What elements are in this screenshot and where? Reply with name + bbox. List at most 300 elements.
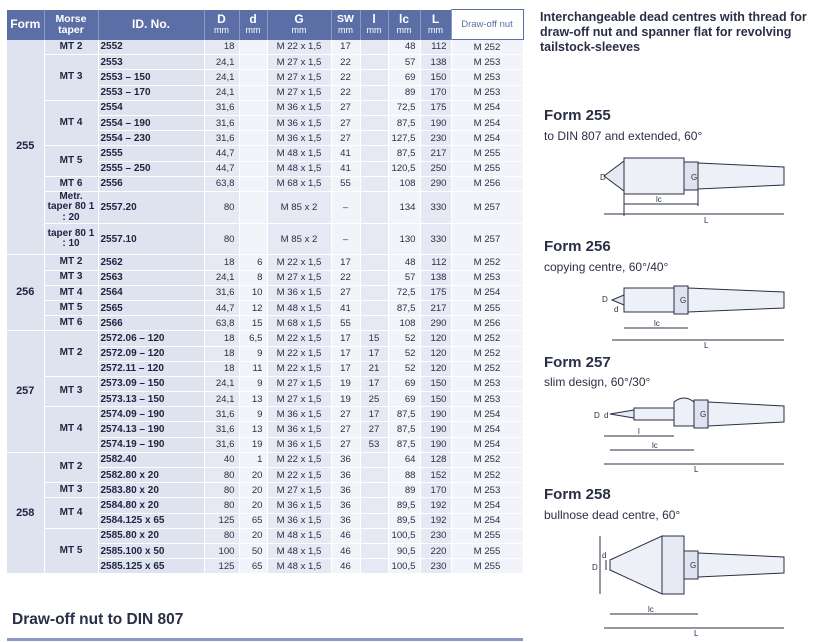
lc-cell: 87,5 — [388, 407, 420, 422]
d-cell: 50 — [239, 543, 267, 558]
D-cell: 24,1 — [204, 376, 239, 391]
l-cell — [360, 85, 388, 100]
form-cell: 256 — [7, 255, 44, 331]
nut-cell: M 253 — [451, 270, 523, 285]
d-cell: 20 — [239, 498, 267, 513]
morse-taper-cell: MT 2 — [44, 40, 98, 55]
morse-taper-cell: MT 4 — [44, 100, 98, 146]
L-cell: 230 — [420, 559, 451, 574]
G-cell: M 22 x 1,5 — [267, 331, 331, 346]
D-cell: 18 — [204, 331, 239, 346]
lc-cell: 87,5 — [388, 422, 420, 437]
G-cell: M 36 x 1,5 — [267, 115, 331, 130]
page-heading: Interchangeable dead centres with thread for draw-off nut and spanner flat for revolving tailstock-sleeves — [540, 10, 807, 54]
nut-cell: M 256 — [451, 176, 523, 191]
morse-taper-cell: MT 6 — [44, 316, 98, 331]
l-cell — [360, 40, 388, 55]
id-no-cell: 2584.80 x 20 — [98, 498, 204, 513]
nut-cell: M 255 — [451, 300, 523, 315]
morse-taper-cell: MT 3 — [44, 55, 98, 101]
D-cell: 80 — [204, 224, 239, 255]
nut-cell: M 254 — [451, 437, 523, 452]
l-cell — [360, 513, 388, 528]
d-cell — [239, 146, 267, 161]
form-cell: 257 — [7, 331, 44, 453]
form-256-dim-lc: lc — [654, 319, 660, 328]
G-cell: M 22 x 1,5 — [267, 361, 331, 376]
morse-taper-cell: MT 4 — [44, 407, 98, 453]
id-no-cell: 2573.09 – 150 — [98, 376, 204, 391]
morse-taper-cell: MT 3 — [44, 483, 98, 498]
lc-cell: 87,5 — [388, 300, 420, 315]
nut-cell: M 255 — [451, 146, 523, 161]
SW-cell: 36 — [331, 468, 360, 483]
L-cell: 112 — [420, 255, 451, 270]
d-cell: 20 — [239, 468, 267, 483]
l-cell: 53 — [360, 437, 388, 452]
SW-cell: 46 — [331, 528, 360, 543]
SW-cell: 17 — [331, 346, 360, 361]
lc-cell: 100,5 — [388, 559, 420, 574]
table-row — [7, 191, 523, 224]
nut-cell: M 254 — [451, 498, 523, 513]
SW-cell: 36 — [331, 452, 360, 467]
G-cell: M 36 x 1,5 — [267, 407, 331, 422]
lc-cell: 89 — [388, 483, 420, 498]
table-row — [7, 100, 523, 115]
morse-taper-cell: MT 5 — [44, 528, 98, 574]
l-cell — [360, 224, 388, 255]
l-cell — [360, 543, 388, 558]
dead-centres-table — [7, 9, 524, 574]
form-255-dim-D: D — [600, 173, 606, 182]
table-row — [7, 255, 523, 270]
lc-cell: 69 — [388, 392, 420, 407]
table-row — [7, 452, 523, 467]
SW-cell: 22 — [331, 70, 360, 85]
L-cell: 138 — [420, 270, 451, 285]
SW-cell: 36 — [331, 483, 360, 498]
D-cell: 24,1 — [204, 85, 239, 100]
d-cell: 20 — [239, 483, 267, 498]
SW-cell: 17 — [331, 331, 360, 346]
l-cell: 27 — [360, 422, 388, 437]
table-row — [7, 316, 523, 331]
header-L: L mm — [420, 10, 451, 40]
SW-cell: 41 — [331, 300, 360, 315]
l-cell — [360, 483, 388, 498]
form-256-title: Form 256 — [544, 238, 611, 255]
l-cell — [360, 316, 388, 331]
lc-cell: 87,5 — [388, 437, 420, 452]
SW-cell: 22 — [331, 270, 360, 285]
form-cell: 258 — [7, 452, 44, 574]
L-cell: 330 — [420, 191, 451, 224]
nut-cell: M 255 — [451, 543, 523, 558]
table-row — [7, 40, 523, 55]
l-cell — [360, 161, 388, 176]
G-cell: M 36 x 1,5 — [267, 100, 331, 115]
id-no-cell: 2583.80 x 20 — [98, 483, 204, 498]
SW-cell: 19 — [331, 376, 360, 391]
L-cell: 330 — [420, 224, 451, 255]
d-cell: 9 — [239, 346, 267, 361]
d-cell: 1 — [239, 452, 267, 467]
l-cell — [360, 270, 388, 285]
form-cell: 255 — [7, 40, 44, 255]
form-258-dim-D: D — [592, 563, 598, 572]
form-255-dim-G: G — [691, 173, 698, 182]
D-cell: 24,1 — [204, 55, 239, 70]
L-cell: 150 — [420, 376, 451, 391]
footer-rule — [7, 638, 523, 641]
header-id-no: ID. No. — [98, 10, 204, 40]
lc-cell: 64 — [388, 452, 420, 467]
G-cell: M 22 x 1,5 — [267, 255, 331, 270]
table-row — [7, 483, 523, 498]
D-cell: 63,8 — [204, 176, 239, 191]
lc-cell: 89,5 — [388, 513, 420, 528]
SW-cell: 17 — [331, 255, 360, 270]
d-cell: 11 — [239, 361, 267, 376]
nut-cell: M 255 — [451, 161, 523, 176]
nut-cell: M 254 — [451, 115, 523, 130]
table-row — [7, 528, 523, 543]
D-cell: 44,7 — [204, 300, 239, 315]
l-cell: 17 — [360, 407, 388, 422]
D-cell: 80 — [204, 468, 239, 483]
nut-cell: M 256 — [451, 316, 523, 331]
morse-taper-cell: MT 2 — [44, 331, 98, 377]
header-d: d mm — [239, 10, 267, 40]
nut-cell: M 252 — [451, 40, 523, 55]
morse-taper-cell: MT 5 — [44, 300, 98, 315]
header-G: G mm — [267, 10, 331, 40]
morse-taper-cell: MT 4 — [44, 498, 98, 528]
D-cell: 44,7 — [204, 161, 239, 176]
id-no-cell: 2566 — [98, 316, 204, 331]
lc-cell: 87,5 — [388, 146, 420, 161]
d-cell — [239, 224, 267, 255]
form-258-dim-G: G — [690, 561, 697, 570]
l-cell — [360, 255, 388, 270]
table-row — [7, 55, 523, 70]
id-no-cell: 2554 — [98, 100, 204, 115]
d-cell — [239, 191, 267, 224]
SW-cell: 27 — [331, 100, 360, 115]
d-cell: 10 — [239, 285, 267, 300]
lc-cell: 127,5 — [388, 131, 420, 146]
D-cell: 24,1 — [204, 70, 239, 85]
L-cell: 152 — [420, 468, 451, 483]
l-cell — [360, 70, 388, 85]
form-257-dim-l: l — [638, 427, 640, 436]
L-cell: 290 — [420, 316, 451, 331]
id-no-cell: 2553 – 150 — [98, 70, 204, 85]
d-cell: 6,5 — [239, 331, 267, 346]
G-cell: M 48 x 1,5 — [267, 543, 331, 558]
l-cell — [360, 468, 388, 483]
L-cell: 217 — [420, 300, 451, 315]
D-cell: 80 — [204, 483, 239, 498]
morse-taper-cell: MT 6 — [44, 176, 98, 191]
d-cell: 65 — [239, 513, 267, 528]
lc-cell: 57 — [388, 270, 420, 285]
d-cell: 13 — [239, 392, 267, 407]
lc-cell: 69 — [388, 70, 420, 85]
form-257-dim-L: L — [694, 465, 699, 472]
form-255-drawing — [544, 146, 804, 226]
D-cell: 24,1 — [204, 270, 239, 285]
SW-cell: 27 — [331, 131, 360, 146]
L-cell: 175 — [420, 285, 451, 300]
nut-cell: M 254 — [451, 422, 523, 437]
nut-cell: M 255 — [451, 528, 523, 543]
G-cell: M 85 x 2 — [267, 191, 331, 224]
SW-cell: 27 — [331, 437, 360, 452]
lc-cell: 100,5 — [388, 528, 420, 543]
D-cell: 31,6 — [204, 407, 239, 422]
l-cell — [360, 55, 388, 70]
G-cell: M 68 x 1,5 — [267, 316, 331, 331]
G-cell: M 22 x 1,5 — [267, 40, 331, 55]
table-row — [7, 331, 523, 346]
lc-cell: 108 — [388, 176, 420, 191]
G-cell: M 36 x 1,5 — [267, 131, 331, 146]
SW-cell: 17 — [331, 361, 360, 376]
nut-cell: M 252 — [451, 346, 523, 361]
form-255-dim-L: L — [704, 216, 709, 225]
morse-taper-cell: taper 80 1 : 10 — [44, 224, 98, 255]
l-cell: 15 — [360, 331, 388, 346]
L-cell: 128 — [420, 452, 451, 467]
lc-cell: 52 — [388, 361, 420, 376]
G-cell: M 22 x 1,5 — [267, 346, 331, 361]
id-no-cell: 2564 — [98, 285, 204, 300]
nut-cell: M 252 — [451, 361, 523, 376]
D-cell: 31,6 — [204, 422, 239, 437]
id-no-cell: 2582.80 x 20 — [98, 468, 204, 483]
l-cell — [360, 191, 388, 224]
D-cell: 31,6 — [204, 100, 239, 115]
table-row — [7, 407, 523, 422]
nut-cell: M 253 — [451, 85, 523, 100]
G-cell: M 22 x 1,5 — [267, 452, 331, 467]
form-257-title: Form 257 — [544, 354, 611, 371]
l-cell — [360, 285, 388, 300]
D-cell: 63,8 — [204, 316, 239, 331]
lc-cell: 57 — [388, 55, 420, 70]
d-cell — [239, 176, 267, 191]
lc-cell: 130 — [388, 224, 420, 255]
L-cell: 170 — [420, 85, 451, 100]
nut-cell: M 252 — [451, 468, 523, 483]
l-cell: 17 — [360, 376, 388, 391]
d-cell — [239, 55, 267, 70]
D-cell: 80 — [204, 498, 239, 513]
L-cell: 150 — [420, 392, 451, 407]
SW-cell: 41 — [331, 146, 360, 161]
form-257-dim-d: d — [604, 411, 609, 420]
d-cell — [239, 70, 267, 85]
L-cell: 190 — [420, 115, 451, 130]
d-cell: 13 — [239, 422, 267, 437]
lc-cell: 87,5 — [388, 115, 420, 130]
D-cell: 40 — [204, 452, 239, 467]
id-no-cell: 2557.10 — [98, 224, 204, 255]
lc-cell: 52 — [388, 331, 420, 346]
D-cell: 18 — [204, 255, 239, 270]
id-no-cell: 2552 — [98, 40, 204, 55]
d-cell: 8 — [239, 270, 267, 285]
table-row — [7, 285, 523, 300]
form-256-dim-L: L — [704, 341, 709, 350]
table-row — [7, 176, 523, 191]
d-cell: 6 — [239, 255, 267, 270]
id-no-cell: 2585.100 x 50 — [98, 543, 204, 558]
d-cell: 65 — [239, 559, 267, 574]
morse-taper-cell: MT 5 — [44, 146, 98, 176]
l-cell: 21 — [360, 361, 388, 376]
D-cell: 18 — [204, 346, 239, 361]
d-cell — [239, 115, 267, 130]
form-258-dim-d: d — [602, 551, 607, 560]
L-cell: 190 — [420, 422, 451, 437]
id-no-cell: 2555 – 250 — [98, 161, 204, 176]
l-cell — [360, 146, 388, 161]
lc-cell: 52 — [388, 346, 420, 361]
table-row — [7, 224, 523, 255]
G-cell: M 27 x 1,5 — [267, 70, 331, 85]
l-cell — [360, 300, 388, 315]
lc-cell: 88 — [388, 468, 420, 483]
d-cell — [239, 85, 267, 100]
G-cell: M 36 x 1,5 — [267, 285, 331, 300]
form-256-dim-D: D — [602, 295, 608, 304]
SW-cell: 27 — [331, 115, 360, 130]
l-cell — [360, 528, 388, 543]
l-cell — [360, 131, 388, 146]
lc-cell: 120,5 — [388, 161, 420, 176]
G-cell: M 48 x 1,5 — [267, 528, 331, 543]
l-cell — [360, 176, 388, 191]
l-cell: 17 — [360, 346, 388, 361]
SW-cell: 46 — [331, 543, 360, 558]
id-no-cell: 2574.09 – 190 — [98, 407, 204, 422]
G-cell: M 48 x 1,5 — [267, 559, 331, 574]
nut-cell: M 252 — [451, 255, 523, 270]
form-255-dim-lc: lc — [656, 195, 662, 204]
header-draw-off-nut: Draw-off nut — [451, 10, 523, 40]
header-D: D mm — [204, 10, 239, 40]
G-cell: M 36 x 1,5 — [267, 422, 331, 437]
morse-taper-cell: MT 2 — [44, 255, 98, 270]
header-lc: lc mm — [388, 10, 420, 40]
lc-cell: 48 — [388, 40, 420, 55]
L-cell: 120 — [420, 346, 451, 361]
G-cell: M 85 x 2 — [267, 224, 331, 255]
L-cell: 190 — [420, 437, 451, 452]
G-cell: M 48 x 1,5 — [267, 161, 331, 176]
SW-cell: 46 — [331, 559, 360, 574]
id-no-cell: 2556 — [98, 176, 204, 191]
l-cell — [360, 498, 388, 513]
id-no-cell: 2554 – 190 — [98, 115, 204, 130]
nut-cell: M 253 — [451, 483, 523, 498]
id-no-cell: 2584.125 x 65 — [98, 513, 204, 528]
id-no-cell: 2554 – 230 — [98, 131, 204, 146]
morse-taper-cell: MT 3 — [44, 376, 98, 406]
id-no-cell: 2553 — [98, 55, 204, 70]
nut-cell: M 253 — [451, 55, 523, 70]
D-cell: 44,7 — [204, 146, 239, 161]
id-no-cell: 2573.13 – 150 — [98, 392, 204, 407]
D-cell: 80 — [204, 191, 239, 224]
G-cell: M 27 x 1,5 — [267, 392, 331, 407]
morse-taper-cell: MT 4 — [44, 285, 98, 300]
L-cell: 170 — [420, 483, 451, 498]
header-form: Form — [7, 10, 44, 40]
lc-cell: 89 — [388, 85, 420, 100]
L-cell: 120 — [420, 361, 451, 376]
header-morse-taper: Morse taper — [44, 10, 98, 40]
morse-taper-cell: Metr. taper 80 1 : 20 — [44, 191, 98, 224]
SW-cell: – — [331, 224, 360, 255]
id-no-cell: 2563 — [98, 270, 204, 285]
G-cell: M 27 x 1,5 — [267, 55, 331, 70]
L-cell: 220 — [420, 543, 451, 558]
form-258-drawing — [544, 524, 804, 638]
G-cell: M 27 x 1,5 — [267, 270, 331, 285]
L-cell: 290 — [420, 176, 451, 191]
id-no-cell: 2582.40 — [98, 452, 204, 467]
d-cell: 12 — [239, 300, 267, 315]
l-cell: 25 — [360, 392, 388, 407]
L-cell: 217 — [420, 146, 451, 161]
G-cell: M 27 x 1,5 — [267, 376, 331, 391]
D-cell: 80 — [204, 528, 239, 543]
id-no-cell: 2585.80 x 20 — [98, 528, 204, 543]
SW-cell: 22 — [331, 85, 360, 100]
lc-cell: 48 — [388, 255, 420, 270]
D-cell: 31,6 — [204, 285, 239, 300]
morse-taper-cell: MT 2 — [44, 452, 98, 482]
table-header-row — [7, 10, 523, 40]
nut-cell: M 253 — [451, 70, 523, 85]
D-cell: 31,6 — [204, 131, 239, 146]
nut-cell: M 253 — [451, 376, 523, 391]
SW-cell: 36 — [331, 498, 360, 513]
d-cell: 19 — [239, 437, 267, 452]
G-cell: M 27 x 1,5 — [267, 85, 331, 100]
nut-cell: M 254 — [451, 513, 523, 528]
form-257-subtitle: slim design, 60°/30° — [544, 375, 651, 389]
form-258-title: Form 258 — [544, 486, 611, 503]
nut-cell: M 255 — [451, 559, 523, 574]
SW-cell: – — [331, 191, 360, 224]
SW-cell: 19 — [331, 392, 360, 407]
SW-cell: 17 — [331, 40, 360, 55]
table-row — [7, 376, 523, 391]
nut-cell: M 257 — [451, 224, 523, 255]
id-no-cell: 2565 — [98, 300, 204, 315]
SW-cell: 41 — [331, 161, 360, 176]
D-cell: 125 — [204, 513, 239, 528]
d-cell: 9 — [239, 407, 267, 422]
d-cell: 20 — [239, 528, 267, 543]
L-cell: 175 — [420, 100, 451, 115]
G-cell: M 36 x 1,5 — [267, 513, 331, 528]
